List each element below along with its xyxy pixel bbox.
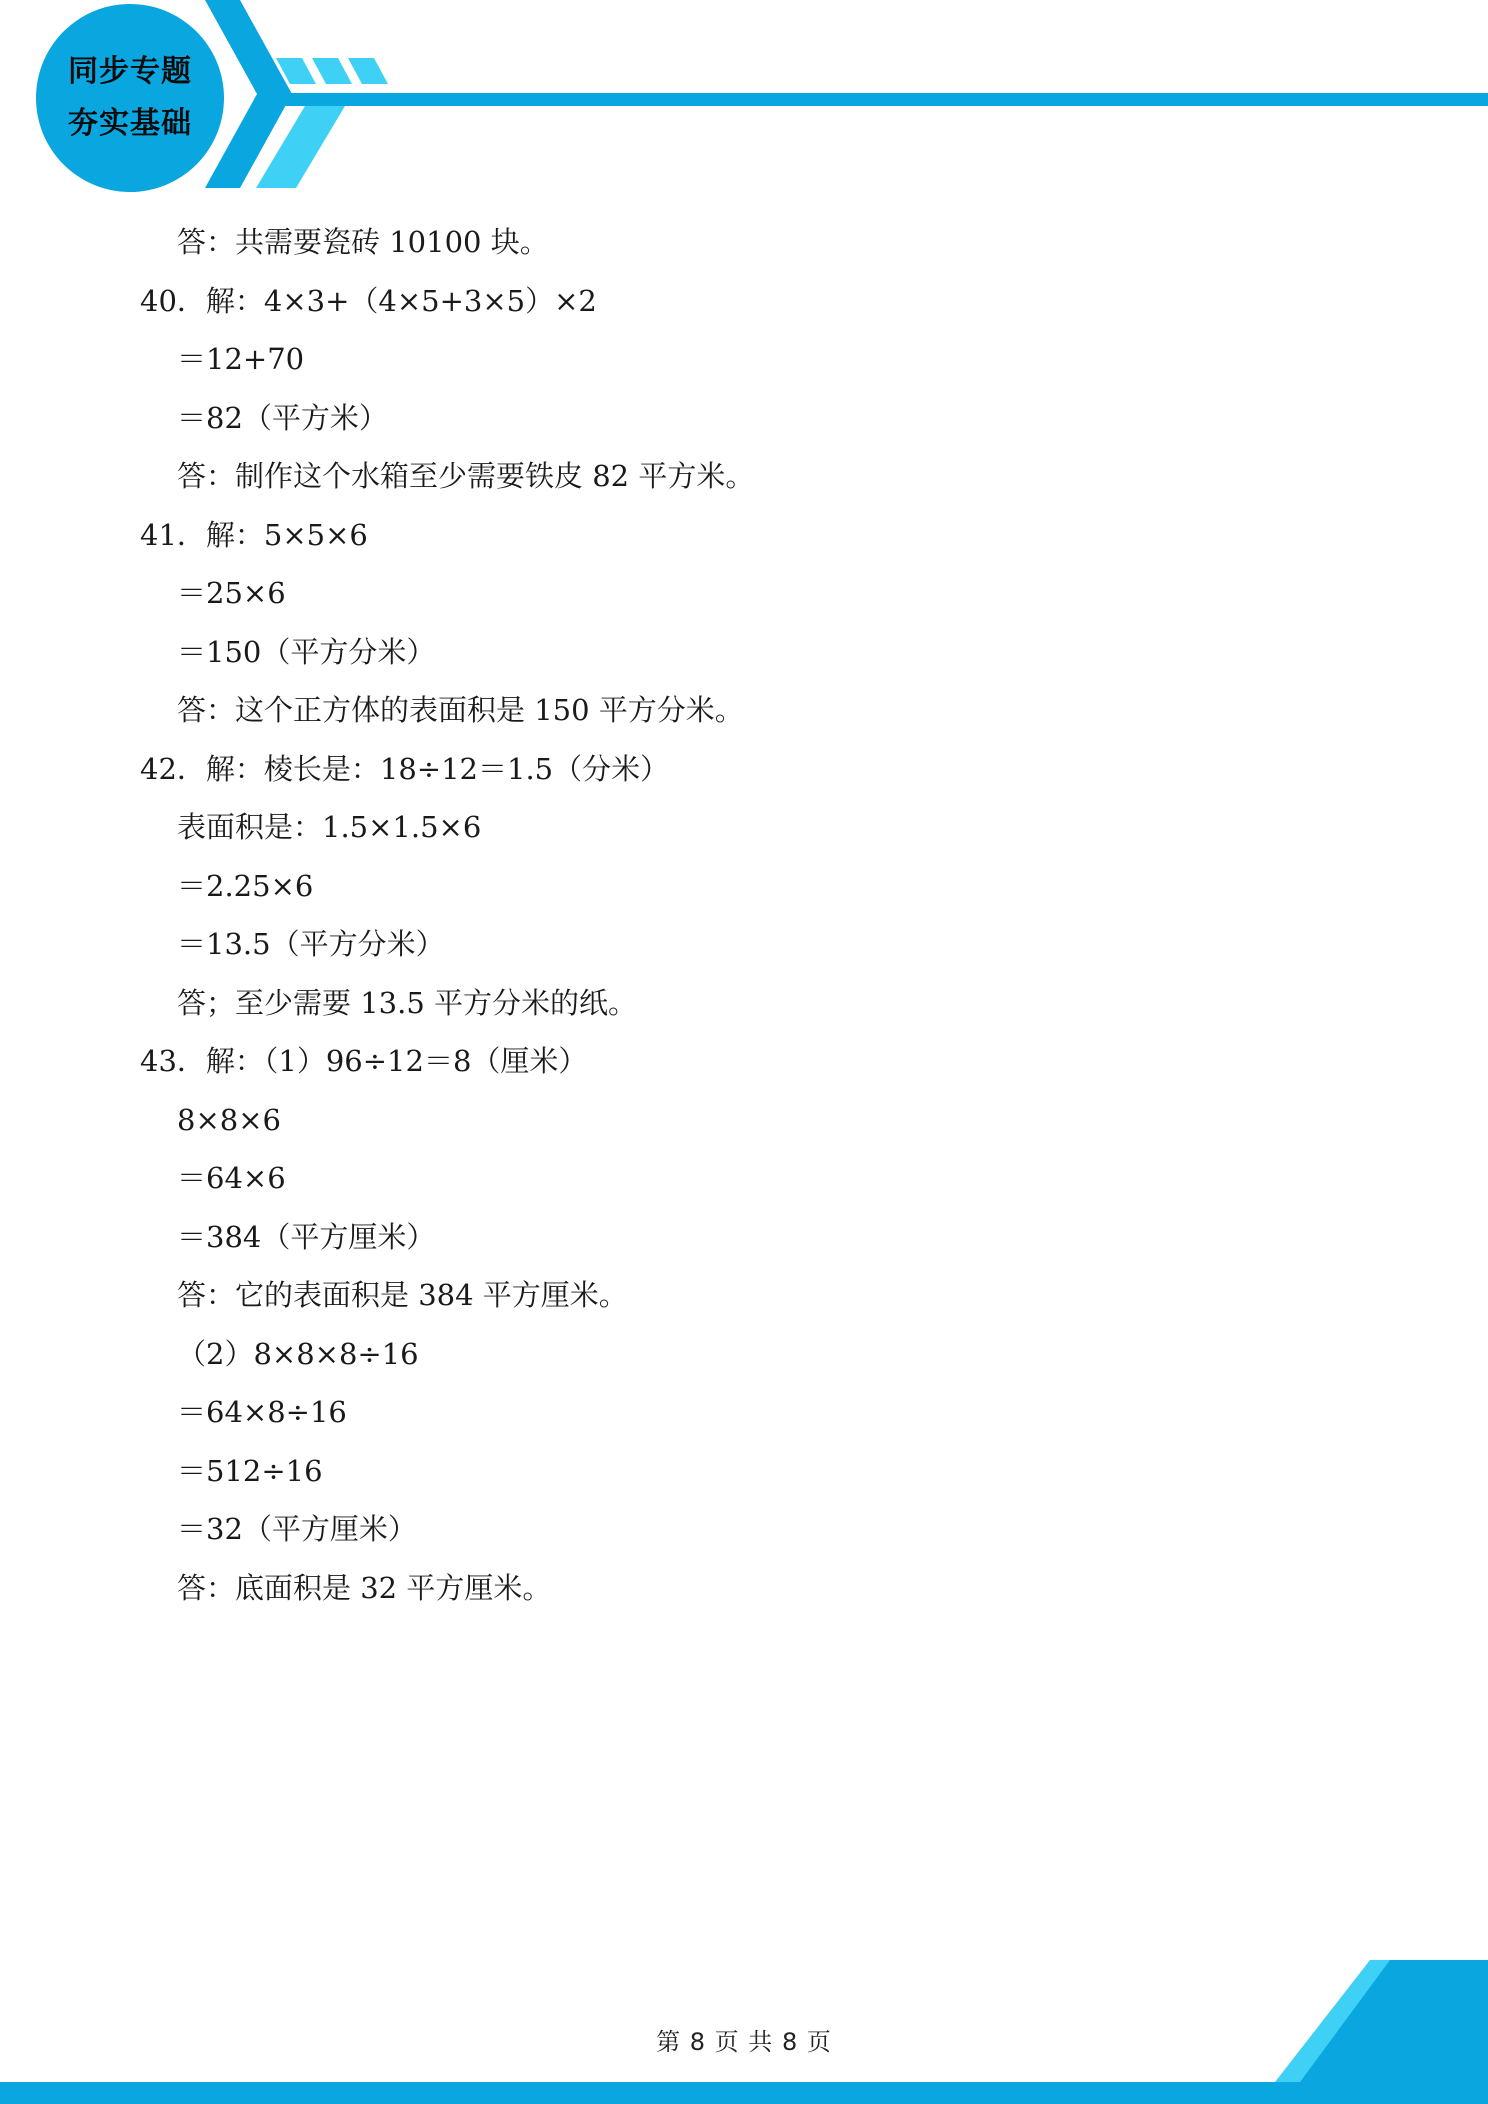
text-line: ＝25×6 — [177, 576, 286, 610]
text-line: ＝64×8÷16 — [177, 1395, 347, 1429]
text-line: 答；至少需要 13.5 平方分米的纸。 — [177, 986, 638, 1020]
text-line: 答：共需要瓷砖 10100 块。 — [177, 225, 549, 259]
text-line: ＝64×6 — [177, 1161, 286, 1195]
text-line: ＝12+70 — [177, 342, 305, 376]
text-line: ＝512÷16 — [177, 1454, 323, 1488]
text-line: ＝150（平方分米） — [177, 635, 436, 669]
text-line: ＝82（平方米） — [177, 401, 388, 435]
badge-line-1: 同步专题 — [68, 54, 192, 89]
text-line: ＝13.5（平方分米） — [177, 927, 445, 961]
text-line: ＝384（平方厘米） — [177, 1220, 436, 1254]
text-line: 答：这个正方体的表面积是 150 平方分米。 — [177, 693, 744, 727]
page-number: 第 8 页 共 8 页 — [656, 2028, 832, 2056]
text-line: 40．解：4×3+（4×5+3×5）×2 — [140, 284, 597, 318]
text-line: 答：它的表面积是 384 平方厘米。 — [177, 1278, 628, 1312]
text-line: 8×8×6 — [177, 1103, 281, 1137]
text-line: 43．解：（1）96÷12＝8（厘米） — [140, 1044, 588, 1078]
text-line: 表面积是：1.5×1.5×6 — [177, 810, 482, 844]
badge-line-2: 夯实基础 — [68, 106, 192, 141]
text-line: ＝32（平方厘米） — [177, 1512, 417, 1546]
text-line: 41．解：5×5×6 — [140, 518, 368, 552]
text-line: 42．解：棱长是：18÷12＝1.5（分米） — [140, 752, 670, 786]
text-line: ＝2.25×6 — [177, 869, 314, 903]
text-line: 答：底面积是 32 平方厘米。 — [177, 1571, 552, 1605]
text-line: 答：制作这个水箱至少需要铁皮 82 平方米。 — [177, 459, 755, 493]
text-line: （2）8×8×8÷16 — [177, 1337, 419, 1371]
section-badge — [36, 4, 224, 192]
